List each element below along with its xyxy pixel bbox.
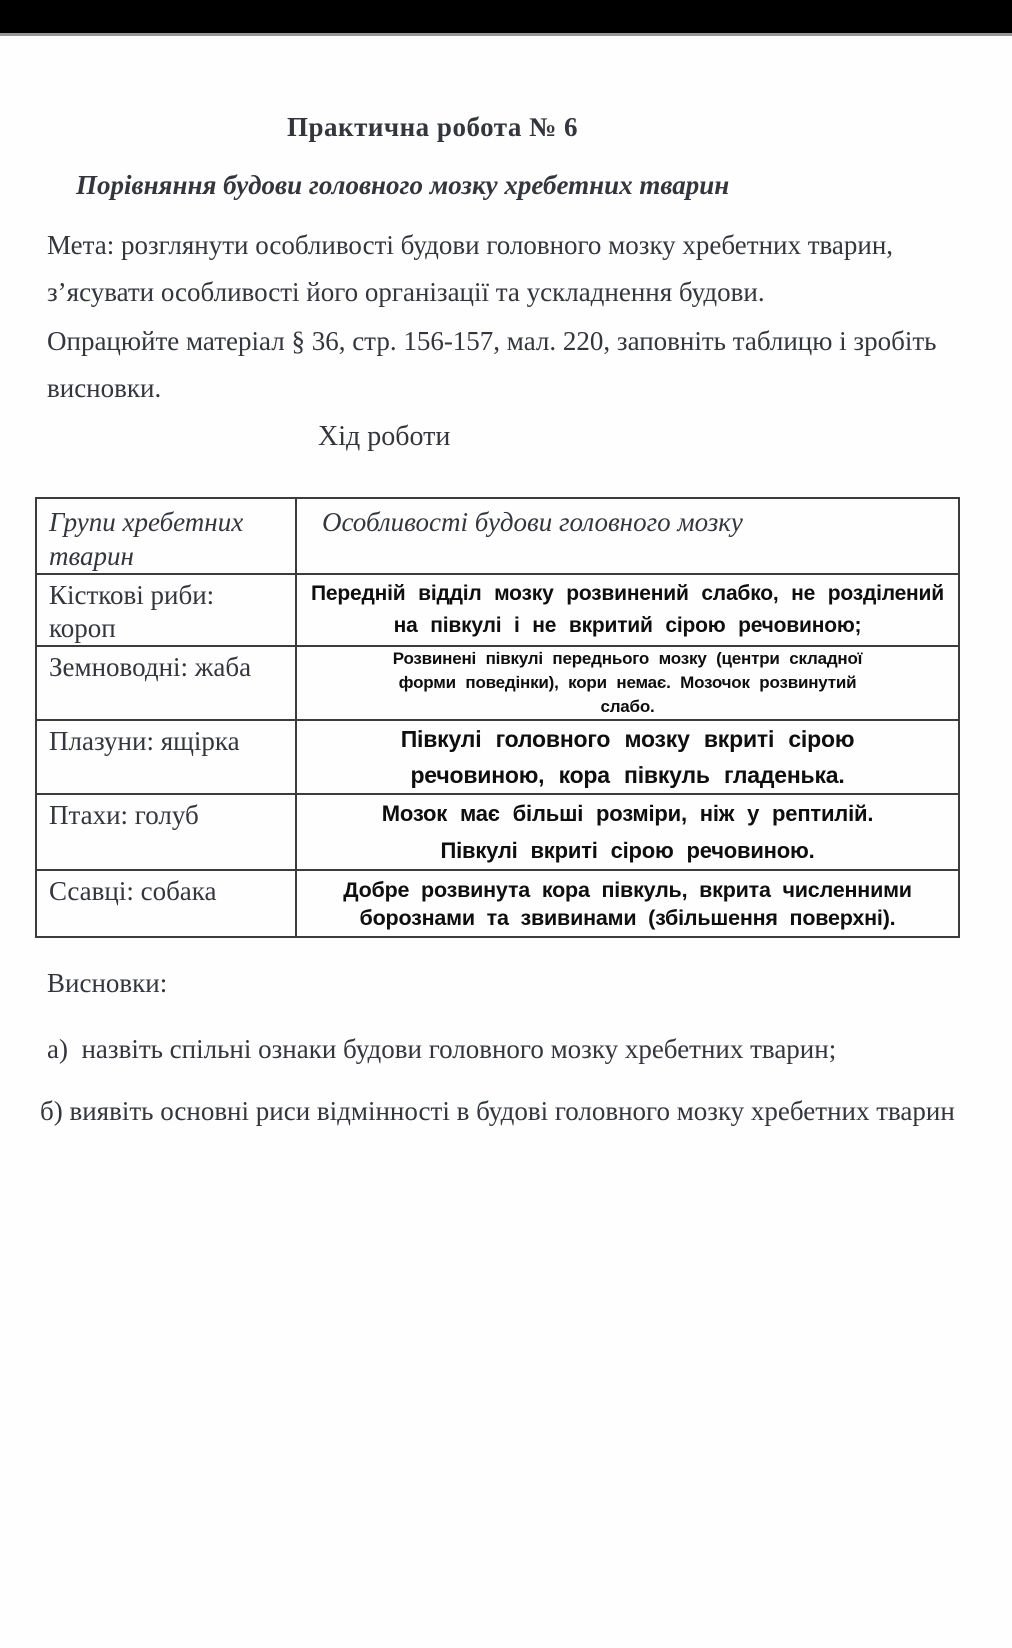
page-subtitle: Порівняння будови головного мозку хребетних тварин — [76, 170, 730, 200]
table-row-amphibians — [36, 646, 959, 720]
conclusion-item-a: а) назвіть спільні ознаки будови головного мозку хребетних тварин; — [47, 1034, 837, 1064]
meta-paragraph — [47, 222, 982, 316]
table-header-row — [36, 498, 959, 574]
answer-cell-mammals — [296, 870, 959, 937]
group-cell-fish: Кісткові риби: короп — [36, 574, 296, 646]
page-title: Практична робота № 6 — [287, 112, 578, 142]
group-cell-amphibians: Земноводні: жаба — [36, 646, 296, 720]
answer-text-amphibians: Розвинені півкулі переднього мозку (центри складної форми поведінки), кори немає. Мозочок розвинутий слабо. — [392, 649, 863, 716]
meta-line-2: з’ясувати особливості його організації та ускладнення будови. — [47, 277, 765, 307]
instructions-line-2: висновки. — [47, 373, 162, 403]
table-row-mammals — [36, 870, 959, 937]
instructions-line-1: Опрацюйте матеріал § 36, стр. 156-157, мал. 220, заповніть таблицю і зробіть — [47, 326, 937, 356]
meta-line-1: Мета: розглянути особливості будови головного мозку хребетних тварин, — [47, 230, 894, 260]
conclusions-heading: Висновки: — [47, 968, 168, 998]
table-row-fish — [36, 574, 959, 646]
group-cell-reptiles: Плазуни: ящірка — [36, 720, 296, 794]
table-row-reptiles — [36, 720, 959, 794]
instructions-paragraph — [47, 318, 1012, 412]
answer-cell-birds — [296, 794, 959, 870]
table-header-features: Особливості будови головного мозку — [296, 498, 959, 574]
group-cell-mammals: Ссавці: собака — [36, 870, 296, 937]
answer-text-reptiles: Півкулі головного мозку вкриті сірою речовиною, кора півкуль гладенька. — [400, 726, 855, 788]
worksheet-table — [35, 497, 960, 938]
table-header-groups: Групи хребетних тварин — [36, 498, 296, 574]
conclusion-item-b: б) виявіть основні риси відмінності в будові головного мозку хребетних тварин — [40, 1096, 955, 1126]
answer-text-fish: Передній відділ мозку розвинений слабко, не розділений на півкулі і не вкритий сірою речовиною; — [311, 582, 944, 637]
table-row-birds — [36, 794, 959, 870]
answer-cell-reptiles — [296, 720, 959, 794]
answer-text-mammals: Добре розвинута кора півкуль, вкрита численними борознами та звивинами (збільшення поверхні). — [343, 877, 912, 930]
answer-cell-fish — [296, 574, 959, 646]
top-black-bar — [0, 0, 1012, 36]
work-heading: Хід роботи — [318, 421, 451, 452]
answer-cell-amphibians — [296, 646, 959, 720]
answer-text-birds: Мозок має більші розміри, ніж у рептилій. Півкулі вкриті сірою речовиною. — [381, 801, 874, 863]
group-cell-birds: Птахи: голуб — [36, 794, 296, 870]
